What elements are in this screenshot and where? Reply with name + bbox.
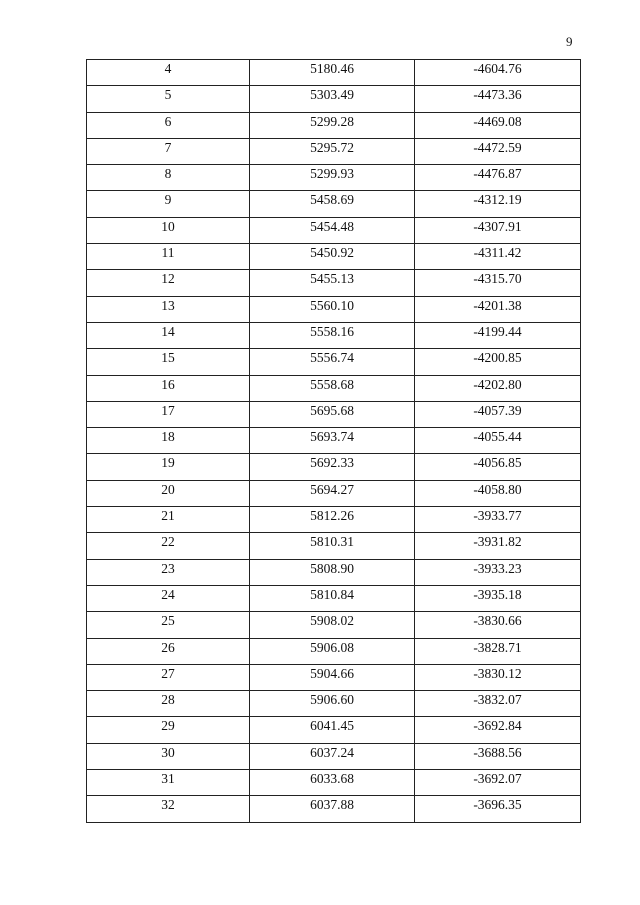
point-number-cell: 14 [87, 322, 250, 348]
table-row [87, 270, 581, 296]
y-coordinate-cell: -4201.38 [415, 296, 581, 322]
point-number-cell: 10 [87, 217, 250, 243]
y-coordinate-cell: -3830.12 [415, 664, 581, 690]
y-coordinate-cell: -4202.80 [415, 375, 581, 401]
point-number-cell: 16 [87, 375, 250, 401]
x-coordinate-cell: 6033.68 [250, 770, 415, 796]
x-coordinate-cell: 5904.66 [250, 664, 415, 690]
y-coordinate-cell: -3933.23 [415, 559, 581, 585]
y-coordinate-cell: -3696.35 [415, 796, 581, 823]
x-coordinate-cell: 5458.69 [250, 191, 415, 217]
x-coordinate-cell: 5812.26 [250, 507, 415, 533]
x-coordinate-cell: 5906.60 [250, 691, 415, 717]
x-coordinate-cell: 5455.13 [250, 270, 415, 296]
x-coordinate-cell: 5180.46 [250, 60, 415, 86]
point-number-cell: 24 [87, 585, 250, 611]
y-coordinate-cell: -4604.76 [415, 60, 581, 86]
table-row [87, 349, 581, 375]
x-coordinate-cell: 5558.16 [250, 322, 415, 348]
table-row [87, 191, 581, 217]
y-coordinate-cell: -4055.44 [415, 428, 581, 454]
point-number-cell: 25 [87, 612, 250, 638]
y-coordinate-cell: -3832.07 [415, 691, 581, 717]
y-coordinate-cell: -3935.18 [415, 585, 581, 611]
point-number-cell: 4 [87, 60, 250, 86]
y-coordinate-cell: -3830.66 [415, 612, 581, 638]
table-row [87, 138, 581, 164]
table-row [87, 559, 581, 585]
x-coordinate-cell: 5454.48 [250, 217, 415, 243]
table-row [87, 375, 581, 401]
point-number-cell: 7 [87, 138, 250, 164]
y-coordinate-cell: -3933.77 [415, 507, 581, 533]
x-coordinate-cell: 6037.24 [250, 743, 415, 769]
point-number-cell: 26 [87, 638, 250, 664]
table-row [87, 770, 581, 796]
y-coordinate-cell: -4476.87 [415, 165, 581, 191]
x-coordinate-cell: 5695.68 [250, 401, 415, 427]
x-coordinate-cell: 5906.08 [250, 638, 415, 664]
x-coordinate-cell: 5693.74 [250, 428, 415, 454]
y-coordinate-cell: -4469.08 [415, 112, 581, 138]
x-coordinate-cell: 5299.93 [250, 165, 415, 191]
point-number-cell: 30 [87, 743, 250, 769]
y-coordinate-cell: -4312.19 [415, 191, 581, 217]
point-number-cell: 28 [87, 691, 250, 717]
point-number-cell: 11 [87, 244, 250, 270]
y-coordinate-cell: -4472.59 [415, 138, 581, 164]
table-row [87, 638, 581, 664]
y-coordinate-cell: -4200.85 [415, 349, 581, 375]
point-number-cell: 13 [87, 296, 250, 322]
y-coordinate-cell: -4315.70 [415, 270, 581, 296]
table-row [87, 428, 581, 454]
table-row [87, 796, 581, 823]
coordinates-table [86, 59, 581, 823]
table-row [87, 401, 581, 427]
y-coordinate-cell: -3828.71 [415, 638, 581, 664]
x-coordinate-cell: 5808.90 [250, 559, 415, 585]
table-row [87, 244, 581, 270]
table-row [87, 60, 581, 86]
table-row [87, 322, 581, 348]
x-coordinate-cell: 5694.27 [250, 480, 415, 506]
table-row [87, 86, 581, 112]
y-coordinate-cell: -4199.44 [415, 322, 581, 348]
table-row [87, 165, 581, 191]
table-row [87, 612, 581, 638]
point-number-cell: 31 [87, 770, 250, 796]
point-number-cell: 12 [87, 270, 250, 296]
point-number-cell: 15 [87, 349, 250, 375]
y-coordinate-cell: -4056.85 [415, 454, 581, 480]
x-coordinate-cell: 6037.88 [250, 796, 415, 823]
point-number-cell: 9 [87, 191, 250, 217]
x-coordinate-cell: 6041.45 [250, 717, 415, 743]
point-number-cell: 32 [87, 796, 250, 823]
point-number-cell: 18 [87, 428, 250, 454]
table-row [87, 112, 581, 138]
table-row [87, 585, 581, 611]
y-coordinate-cell: -4473.36 [415, 86, 581, 112]
table-row [87, 217, 581, 243]
point-number-cell: 29 [87, 717, 250, 743]
x-coordinate-cell: 5556.74 [250, 349, 415, 375]
point-number-cell: 27 [87, 664, 250, 690]
y-coordinate-cell: -4057.39 [415, 401, 581, 427]
page-number: 9 [566, 34, 573, 49]
table-row [87, 533, 581, 559]
table-row [87, 717, 581, 743]
point-number-cell: 6 [87, 112, 250, 138]
y-coordinate-cell: -4058.80 [415, 480, 581, 506]
point-number-cell: 19 [87, 454, 250, 480]
y-coordinate-cell: -3692.07 [415, 770, 581, 796]
point-number-cell: 8 [87, 165, 250, 191]
y-coordinate-cell: -4311.42 [415, 244, 581, 270]
x-coordinate-cell: 5810.84 [250, 585, 415, 611]
table-row [87, 454, 581, 480]
coordinates-table-body [87, 60, 581, 823]
point-number-cell: 21 [87, 507, 250, 533]
x-coordinate-cell: 5299.28 [250, 112, 415, 138]
point-number-cell: 22 [87, 533, 250, 559]
x-coordinate-cell: 5558.68 [250, 375, 415, 401]
x-coordinate-cell: 5303.49 [250, 86, 415, 112]
y-coordinate-cell: -3688.56 [415, 743, 581, 769]
table-row [87, 507, 581, 533]
point-number-cell: 23 [87, 559, 250, 585]
point-number-cell: 5 [87, 86, 250, 112]
point-number-cell: 20 [87, 480, 250, 506]
point-number-cell: 17 [87, 401, 250, 427]
table-row [87, 664, 581, 690]
table-row [87, 480, 581, 506]
x-coordinate-cell: 5450.92 [250, 244, 415, 270]
x-coordinate-cell: 5692.33 [250, 454, 415, 480]
table-row [87, 743, 581, 769]
table-row [87, 296, 581, 322]
x-coordinate-cell: 5560.10 [250, 296, 415, 322]
x-coordinate-cell: 5810.31 [250, 533, 415, 559]
y-coordinate-cell: -4307.91 [415, 217, 581, 243]
y-coordinate-cell: -3692.84 [415, 717, 581, 743]
y-coordinate-cell: -3931.82 [415, 533, 581, 559]
x-coordinate-cell: 5908.02 [250, 612, 415, 638]
x-coordinate-cell: 5295.72 [250, 138, 415, 164]
table-row [87, 691, 581, 717]
